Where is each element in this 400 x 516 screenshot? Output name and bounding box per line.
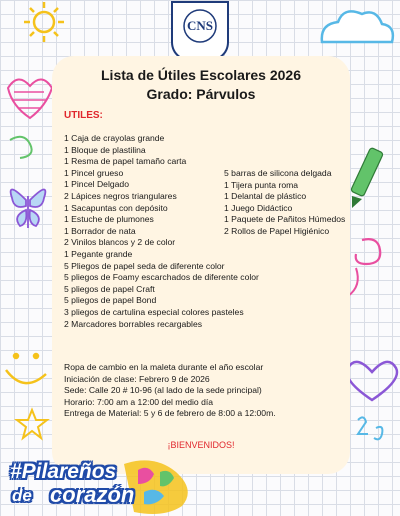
crest-monogram: CNS bbox=[186, 18, 213, 33]
list-item: 2 Lápices negros triangulares bbox=[64, 190, 177, 201]
numbers-doodle-icon bbox=[358, 417, 382, 439]
list-item: 1 Delantal de plástico bbox=[224, 191, 307, 202]
list-item: 5 barras de silicona delgada bbox=[224, 168, 332, 178]
heart-icon bbox=[347, 362, 397, 400]
info-list bbox=[64, 362, 276, 420]
list-item: Entrega de Material: 5 y 6 de febrero de 8:00 a 12:00m. bbox=[64, 408, 276, 419]
list-item: 5 Pliegos de papel seda de diferente color bbox=[64, 260, 225, 271]
list-item: 5 pliegos de papel Craft bbox=[64, 283, 155, 294]
list-item: 1 Resma de papel tamaño carta bbox=[64, 156, 187, 167]
list-item: 1 Pegante grande bbox=[64, 248, 133, 259]
list-item: 1 Paquete de Pañitos Húmedos bbox=[224, 214, 346, 225]
grade-subtitle: Grado: Párvulos bbox=[146, 86, 256, 102]
list-item: Iniciación de clase: Febrero 9 de 2026 bbox=[64, 373, 210, 384]
swirl-icon bbox=[348, 239, 380, 296]
hashtag-line-2a: de bbox=[12, 486, 32, 505]
list-item: 5 pliegos de papel Bond bbox=[64, 295, 157, 306]
star-icon bbox=[17, 410, 47, 438]
list-item: 2 Rollos de Papel Higiénico bbox=[224, 225, 330, 236]
list-item: 1 Juego Didáctico bbox=[224, 202, 293, 213]
list-item: 1 Tijera punta roma bbox=[224, 179, 299, 190]
list-item: 5 pliegos de Foamy escarchados de diferente color bbox=[64, 272, 259, 283]
butterfly-icon bbox=[11, 189, 46, 228]
list-item: Horario: 7:00 am a 12:00 del medio día bbox=[64, 396, 214, 407]
list-item: 1 Borrador de nata bbox=[64, 225, 136, 236]
hashtag-banner bbox=[4, 458, 200, 514]
school-crest bbox=[165, 0, 235, 64]
list-item: 1 Pincel grueso bbox=[64, 167, 124, 178]
list-item: 1 Bloque de plastilina bbox=[64, 144, 146, 155]
list-item: 1 Pincel Delgado bbox=[64, 179, 129, 190]
crayon-icon bbox=[351, 147, 384, 208]
scribble-icon bbox=[10, 137, 32, 158]
utiles-heading: UTILES: bbox=[64, 110, 103, 121]
hashtag-line-2b: corazón bbox=[50, 482, 135, 507]
list-item: 1 Caja de crayolas grande bbox=[64, 133, 165, 143]
welcome-message: ¡BIENVENIDOS! bbox=[167, 440, 235, 450]
smiley-icon bbox=[6, 354, 46, 383]
sun-icon bbox=[24, 2, 64, 42]
cloud-icon bbox=[322, 11, 393, 42]
heart-scribble-icon bbox=[8, 79, 52, 118]
list-item: 2 Marcadores borrables recargables bbox=[64, 318, 203, 329]
list-item: Sede: Calle 20 # 10-96 (al lado de la sede principal) bbox=[64, 385, 262, 396]
list-item: 3 pliegos de cartulina especial colores pasteles bbox=[64, 306, 244, 317]
supplies-list-right bbox=[224, 168, 345, 238]
hashtag-line-1: #Pilareños bbox=[10, 460, 117, 483]
list-item: 1 Estuche de plumones bbox=[64, 214, 154, 225]
page-title: Lista de Útiles Escolares 2026 bbox=[101, 67, 301, 83]
list-item: 1 Sacapuntas con depósito bbox=[64, 202, 168, 213]
list-item: Ropa de cambio en la maleta durante el año escolar bbox=[64, 362, 264, 372]
list-item: 2 Vinilos blancos y 2 de color bbox=[64, 237, 176, 248]
